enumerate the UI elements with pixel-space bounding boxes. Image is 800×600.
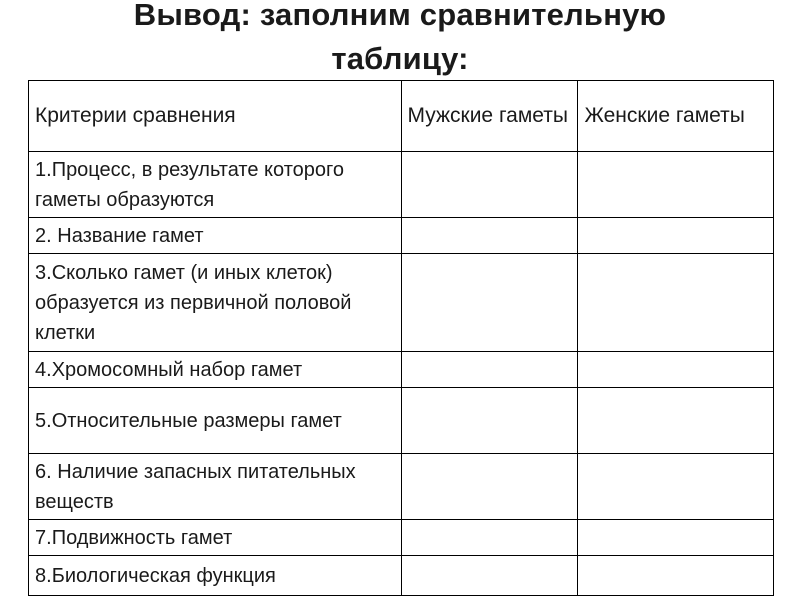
row-number: 1. [35, 158, 52, 181]
row-number: 6. [35, 460, 52, 483]
male-gametes-cell[interactable] [401, 388, 578, 454]
table-row [29, 254, 774, 352]
table-row [29, 218, 774, 254]
criterion-text: Подвижность гамет [51, 526, 233, 549]
table-row [29, 352, 774, 388]
table-row [29, 388, 774, 454]
slide-title-line-1: Вывод: заполним сравнительную [133, 0, 667, 32]
male-gametes-cell[interactable] [401, 352, 578, 388]
criterion-text: Наличие запасных питательных веществ [35, 460, 362, 513]
header-criteria: Критерии сравнения [29, 81, 402, 152]
male-gametes-cell[interactable] [401, 152, 578, 218]
female-gametes-cell[interactable] [578, 388, 774, 454]
slide-title-line-2: таблицу: [331, 41, 469, 76]
criterion-text: Сколько гамет (и иных клеток) образуется из первичной половой клетки [35, 261, 352, 344]
row-number: 3. [35, 261, 52, 284]
criterion-cell [29, 152, 402, 218]
table-row [29, 454, 774, 520]
criterion-cell [29, 520, 402, 556]
male-gametes-cell[interactable] [401, 254, 578, 352]
male-gametes-cell[interactable] [401, 454, 578, 520]
criterion-cell [29, 352, 402, 388]
female-gametes-cell[interactable] [578, 352, 774, 388]
table-row [29, 520, 774, 556]
male-gametes-cell[interactable] [401, 520, 578, 556]
table-row [29, 556, 774, 596]
criterion-text: Название гамет [51, 224, 204, 247]
male-gametes-cell[interactable] [401, 556, 578, 596]
female-gametes-cell[interactable] [578, 218, 774, 254]
criterion-text: Хромосомный набор гамет [51, 358, 303, 381]
criterion-text: Процесс, в результате которого гаметы образуются [35, 158, 344, 211]
female-gametes-cell[interactable] [578, 454, 774, 520]
row-number: 4. [35, 358, 52, 381]
criterion-cell [29, 388, 402, 454]
header-female-gametes: Женские гаметы [578, 81, 774, 152]
female-gametes-cell[interactable] [578, 520, 774, 556]
row-number: 5. [35, 409, 52, 432]
criterion-cell [29, 254, 402, 352]
header-male-gametes: Мужские гаметы [401, 81, 578, 152]
female-gametes-cell[interactable] [578, 254, 774, 352]
criterion-cell [29, 218, 402, 254]
criterion-text: Биологическая функция [51, 564, 276, 587]
female-gametes-cell[interactable] [578, 152, 774, 218]
comparison-table [28, 80, 774, 596]
row-number: 7. [35, 526, 52, 549]
female-gametes-cell[interactable] [578, 556, 774, 596]
criterion-text: Относительные размеры гамет [51, 409, 342, 432]
criterion-cell [29, 454, 402, 520]
male-gametes-cell[interactable] [401, 218, 578, 254]
table-row [29, 152, 774, 218]
criterion-cell [29, 556, 402, 596]
row-number: 8. [35, 564, 52, 587]
table-header-row [29, 81, 774, 152]
row-number: 2. [35, 224, 52, 247]
